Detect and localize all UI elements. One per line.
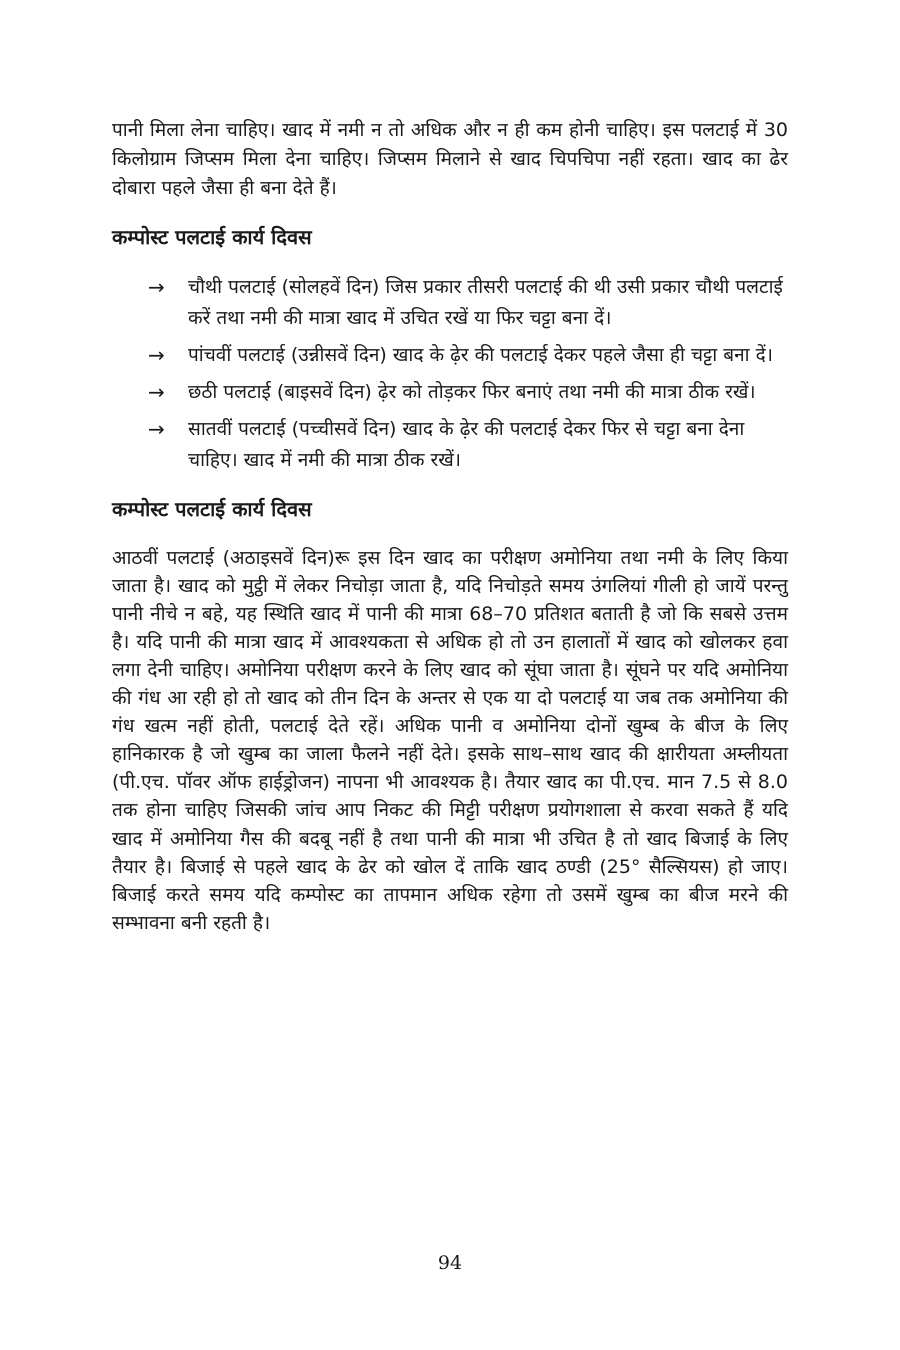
bullet-list (112, 272, 788, 476)
right-arrow-icon: → (148, 274, 165, 299)
page-number: 94 (437, 1252, 463, 1274)
list-item (112, 377, 788, 408)
list-item (112, 340, 788, 371)
right-arrow-icon: → (148, 416, 165, 441)
list-item-text: चौथी पलटाई (सोलहवें दिन) जिस प्रकार तीसरी पलटाई की थी उसी प्रकार चौथी पलटाई करें तथा नमी की मात्रा खाद में उचित रखें या फिर चट्टा बना दें। (188, 275, 783, 329)
list-item (112, 414, 788, 476)
body-paragraph: आठवीं पलटाई (अठाइसवें दिन)रू इस दिन खाद का परीक्षण अमोनिया तथा नमी के लिए किया जाता है। खाद को मुट्ठी में लेकर निचोड़ा जाता है, यदि निचोड़ते समय उंगलियां गीली हो जायें परन्तु पानी नीचे न बहे, यह स्थिति खाद में पानी की मात्रा 68–70 प्रतिशत बताती है जो कि सबसे उत्तम है। यदि पानी की मात्रा खाद में आवश्यकता से अधिक हो तो उन हालातों में खाद को खोलकर हवा लगा देनी चाहिए। अमोनिया परीक्षण करने के लिए खाद को सूंघा जाता है। सूंघने पर यदि अमोनिया की गंध आ रही हो तो खाद को तीन दिन के अन्तर से एक या दो पलटाई या जब तक अमोनिया की गंध खत्म नहीं होती, पलटाई देते रहें। अधिक पानी व अमोनिया दोनों खुम्ब के बीज के लिए हानिकारक है जो खुम्ब का जाला फैलने नहीं देते। इसके साथ–साथ खाद की क्षारीयता अम्लीयता (पी.एच. पॉवर ऑफ हाईड्रोजन) नापना भी आवश्यक है। तैयार खाद का पी.एच. मान 7.5 से 8.0 तक होना चाहिए जिसकी जांच आप निकट की मिट्टी परीक्षण प्रयोगशाला से करवा सकते हैं यदि खाद में अमोनिया गैस की बदबू नहीं है तथा पानी की मात्रा भी उचित है तो खाद बिजाई के लिए तैयार है। बिजाई से पहले खाद के ढेर को खोल दें ताकि खाद ठण्डी (25° सैल्सियस) हो जाए। बिजाई करते समय यदि कम्पोस्ट का तापमान अधिक रहेगा तो उसमें खुम्ब का बीज मरने की सम्भावना बनी रहती है। (112, 546, 788, 934)
right-arrow-icon: → (148, 342, 165, 367)
right-arrow-icon: → (148, 379, 165, 404)
list-item-text: पांचवीं पलटाई (उन्नीसवें दिन) खाद के ढ़ेर की पलटाई देकर पहले जैसा ही चट्टा बना दें। (188, 343, 773, 366)
list-item-text: सातवीं पलटाई (पच्चीसवें दिन) खाद के ढ़ेर की पलटाई देकर फिर से चट्टा बना देना चाहिए। खाद में नमी की मात्रा ठीक रखें। (188, 417, 745, 471)
list-item (112, 272, 788, 334)
list-item-text: छठी पलटाई (बाइसवें दिन) ढ़ेर को तोड़कर फिर बनाएं तथा नमी की मात्रा ठीक रखें। (188, 380, 756, 403)
section-heading-1: कम्पोस्ट पलटाई कार्य दिवस (112, 224, 312, 249)
section-heading-2: कम्पोस्ट पलटाई कार्य दिवस (112, 496, 312, 521)
document-page (112, 116, 788, 937)
intro-paragraph: पानी मिला लेना चाहिए। खाद में नमी न तो अधिक और न ही कम होनी चाहिए। इस पलटाई में 30 किलोग्राम जिप्सम मिला देना चाहिए। जिप्सम मिलाने से खाद चिपचिपा नहीं रहता। खाद का ढेर दोबारा पहले जैसा ही बना देते हैं। (112, 119, 788, 200)
